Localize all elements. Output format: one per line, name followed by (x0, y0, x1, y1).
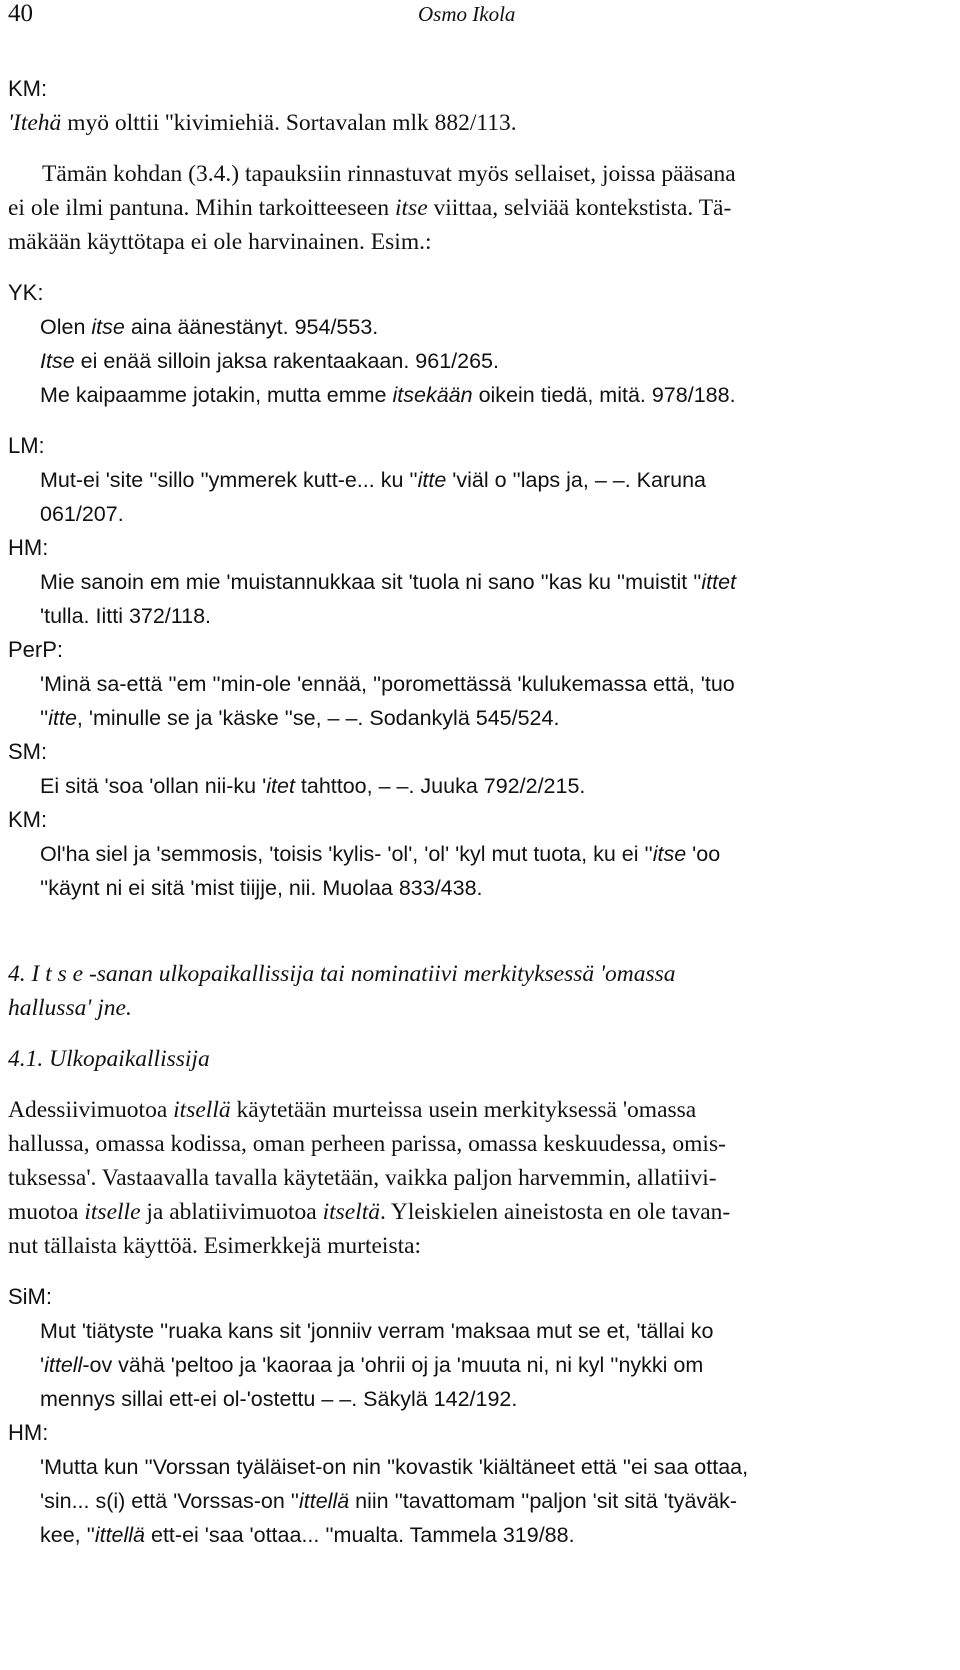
example-hm-line: Mie sanoin em mie 'muistannukkaa sit 'tuola ni sano ''kas ku ''muistit ''ittet (40, 570, 737, 594)
example-sim-line: Mut 'tiätyste ''ruaka kans sit 'jonniiv verram 'maksaa mut se et, 'tällai ko (40, 1319, 714, 1343)
example-km-line: 'Itehä myö olttii ''kivimiehiä. Sortavalan mlk 882/113. (8, 110, 517, 136)
paragraph-line: Adessiivimuotoa itsellä käytetään murteissa usein merkityksessä 'omassa (8, 1097, 697, 1123)
example-yk-line: Olen itse aina äänestänyt. 954/553. (40, 315, 379, 339)
paragraph-line: ei ole ilmi pantuna. Mihin tarkoitteeseen itse viittaa, selviää kontekstista. Tä- (8, 195, 732, 221)
speaker-label-sim: SiM: (8, 1284, 52, 1309)
paragraph-line: mäkään käyttötapa ei ole harvinainen. Esim.: (8, 229, 432, 255)
speaker-label-hm: HM: (8, 535, 49, 560)
paragraph-line: nut tällaista käyttöä. Esimerkkejä murteista: (8, 1233, 422, 1259)
example-yk-line: Itse ei enää silloin jaksa rakentaakaan. 961/265. (40, 349, 499, 373)
subsection-heading: 4.1. Ulkopaikallissija (8, 1046, 210, 1072)
example-km-line: ''käynt ni ei sitä 'mist tiijje, nii. Muolaa 833/438. (40, 876, 483, 900)
paragraph-line: Tämän kohdan (3.4.) tapauksiin rinnastuvat myös sellaiset, joissa pääsana (42, 161, 736, 187)
page-number: 40 (8, 0, 33, 27)
example-hm-line: 'sin... s(i) että 'Vorssas-on ''ittellä niin ''tavattomam ''paljon 'sit sitä 'tyäväk- (40, 1489, 738, 1513)
body-text (8, 72, 952, 1552)
example-sim-line: mennys sillai ett-ei ol-'ostettu – –. Säkylä 142/192. (40, 1387, 518, 1411)
example-hm-line: kee, ''ittellä ett-ei 'saa 'ottaa... ''mualta. Tammela 319/88. (40, 1523, 575, 1547)
example-perp-line: 'Minä sa-että ''em ''min-ole 'ennää, ''poromettässä 'kulukemassa että, 'tuo (40, 672, 735, 696)
speaker-label-hm: HM: (8, 1420, 49, 1445)
example-sm-line: Ei sitä 'soa 'ollan nii-ku 'itet tahttoo, – –. Juuka 792/2/215. (40, 774, 586, 798)
speaker-label-lm: LM: (8, 433, 45, 458)
paragraph-line: muotoa itselle ja ablatiivimuotoa itseltä. Yleiskielen aineistosta en ole tavan- (8, 1199, 731, 1225)
section-heading: 4. I t s e -sanan ulkopaikallissija tai nominatiivi merkityksessä 'omassa (8, 961, 676, 987)
paragraph-line: hallussa, omassa kodissa, oman perheen parissa, omassa keskuudessa, omis- (8, 1131, 726, 1157)
paragraph-line: tuksessa'. Vastaavalla tavalla käytetään, vaikka paljon harvemmin, allatiivi- (8, 1165, 717, 1191)
example-yk-line: Me kaipaamme jotakin, mutta emme itsekään oikein tiedä, mitä. 978/188. (40, 383, 736, 407)
page-header (8, 0, 948, 30)
speaker-label-km: KM: (8, 807, 48, 832)
example-km-line: Ol'ha siel ja 'semmosis, 'toisis 'kylis- 'ol', 'ol' 'kyl mut tuota, ku ei ''itse 'oo (40, 842, 721, 866)
running-head: Osmo Ikola (418, 2, 516, 26)
section-heading: hallussa' jne. (8, 995, 132, 1021)
speaker-label-perp: PerP: (8, 637, 64, 662)
example-hm-line: 'Mutta kun ''Vorssan tyäläiset-on nin ''kovastik 'kiältäneet että ''ei saa ottaa, (40, 1455, 749, 1479)
example-lm-line: Mut-ei 'site ''sillo ''ymmerek kutt-e... ku ''itte 'viäl o ''laps ja, – –. Karuna (40, 468, 706, 492)
example-lm-line: 061/207. (40, 502, 124, 526)
example-hm-line: 'tulla. Iitti 372/118. (40, 604, 212, 628)
speaker-label-km: KM: (8, 76, 48, 101)
speaker-label-sm: SM: (8, 739, 48, 764)
speaker-label-yk: YK: (8, 280, 44, 305)
example-sim-line: 'ittell-ov vähä 'peltoo ja 'kaoraa ja 'ohrii oj ja 'muuta ni, ni kyl ''nykki om (40, 1353, 704, 1377)
example-perp-line: ''itte, 'minulle se ja 'käske ''se, – –. Sodankylä 545/524. (40, 706, 560, 730)
